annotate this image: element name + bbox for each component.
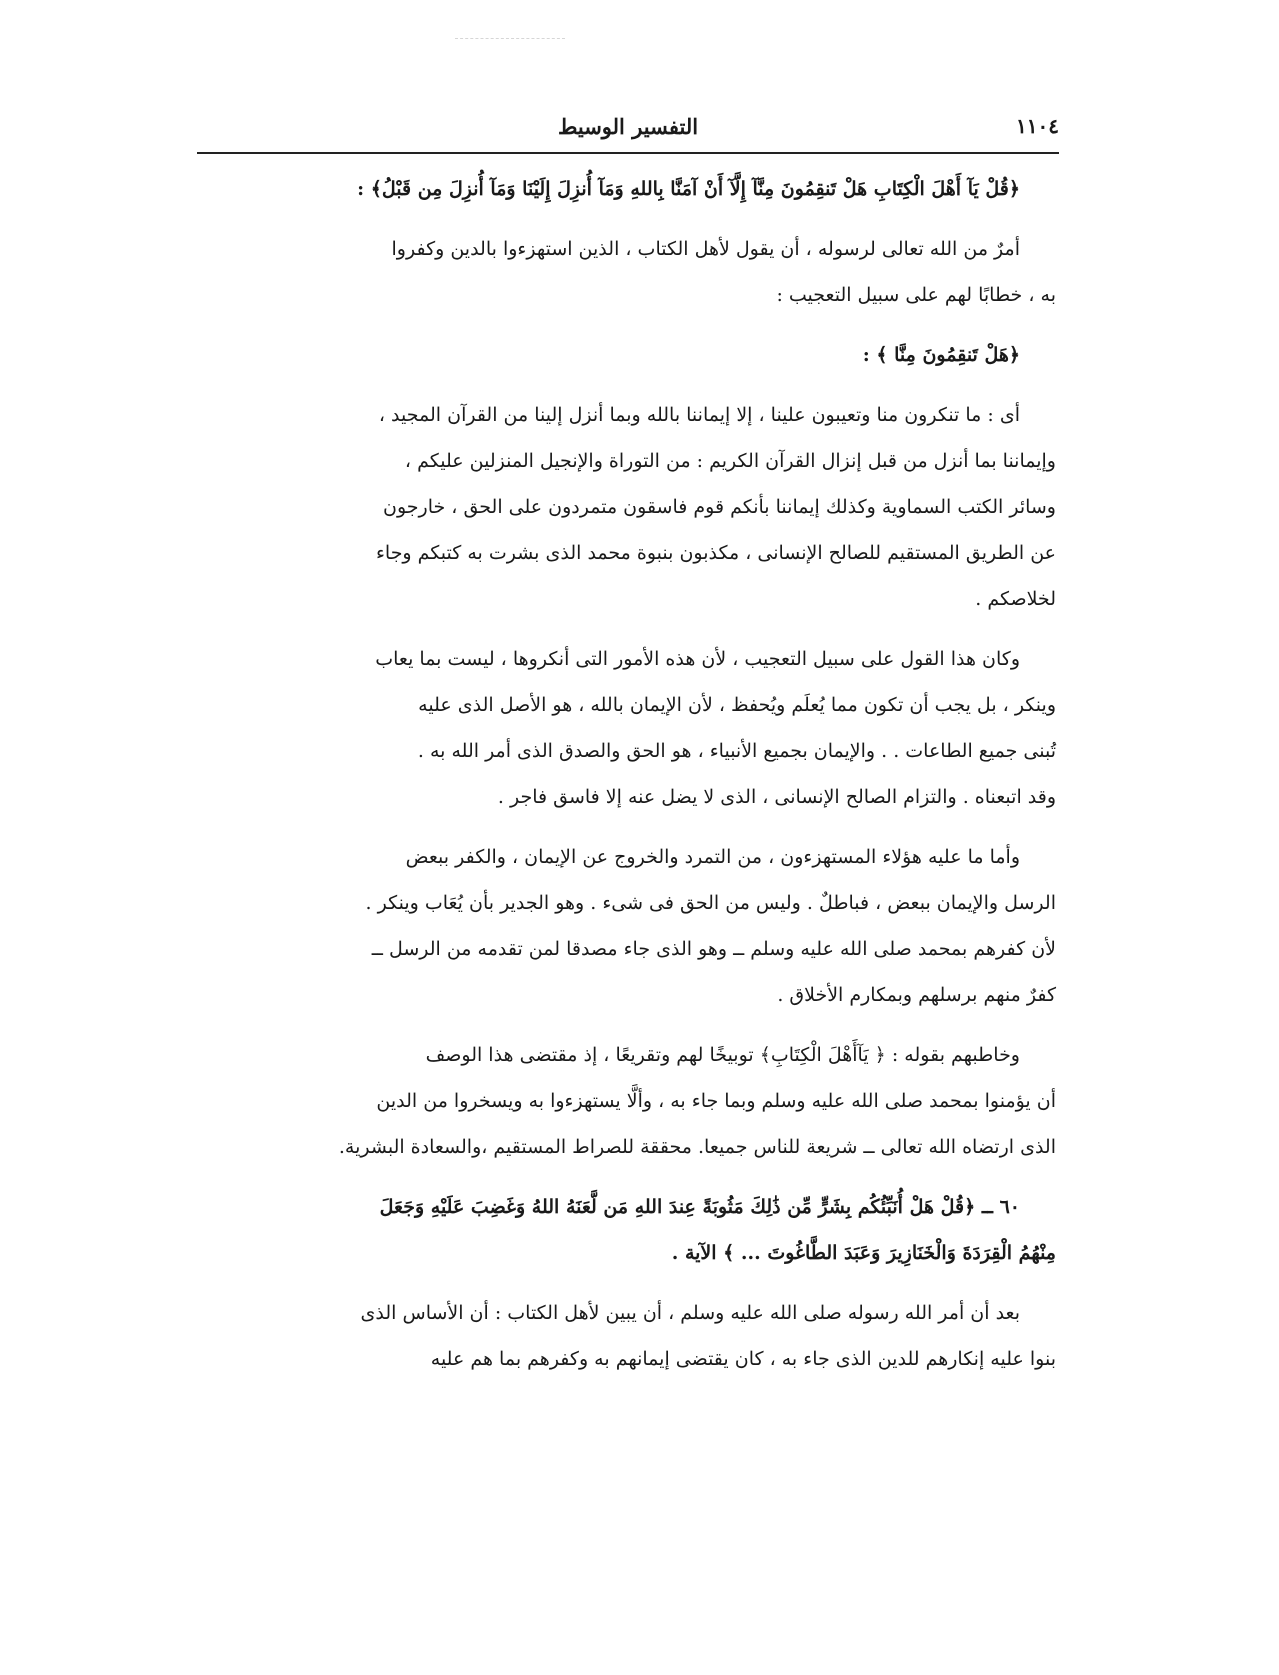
text-line: وينكر ، بل يجب أن تكون مما يُعلَم ويُحفظ ، لأن الإيمان بالله ، هو الأصل الذى عليه: [418, 694, 1056, 716]
page-header: [197, 106, 1059, 148]
text-line: وخاطبهم بقوله : ﴿ يَآأَهْلَ الْكِتَابِ﴾ توبيخًا لهم وتقريعًا ، إذ مقتضى هذا الوصف: [425, 1044, 1020, 1066]
text-line: تُبنى جميع الطاعات . . والإيمان بجميع الأنبياء ، هو الحق والصدق الذى أمر الله به .: [417, 740, 1056, 762]
text-line: الذى ارتضاه الله تعالى ــ شريعة للناس جميعا. محققة للصراط المستقيم ،والسعادة البشرية.: [338, 1136, 1056, 1158]
text-line: بعد أن أمر الله رسوله صلى الله عليه وسلم ، أن يبين لأهل الكتاب : أن الأساس الذى: [360, 1302, 1020, 1324]
paragraph: [200, 636, 1056, 820]
text-line: ٦٠ ــ ﴿قُلْ هَلْ أُنَبِّئُكُم بِشَرٍّ مِّن ذَٰلِكَ مَثُوبَةً عِندَ اللهِ مَن لَّعَنَهُ اللهُ وَغَضِبَ عَلَيْهِ وَجَعَلَ: [379, 1196, 1020, 1218]
text-line: أمرٌ من الله تعالى لرسوله ، أن يقول لأهل الكتاب ، الذين استهزءوا بالدين وكفروا: [391, 238, 1020, 260]
text-line: بنوا عليه إنكارهم للدين الذى جاء به ، كان يقتضى إيمانهم به وكفرهم بما هم عليه: [430, 1348, 1056, 1370]
text-line: وسائر الكتب السماوية وكذلك إيماننا بأنكم قوم فاسقون متمردون على الحق ، خارجون: [383, 496, 1056, 518]
scan-artifact: [455, 38, 565, 39]
running-title: التفسير الوسيط: [557, 114, 699, 139]
text-line: وكان هذا القول على سبيل التعجيب ، لأن هذه الأمور التى أنكروها ، ليست بما يعاب: [375, 648, 1020, 670]
quran-verse: ﴿قُلْ يَآ أَهْلَ الْكِتَابِ هَلْ تَنقِمُونَ مِنَّآ إِلَّآ أَنْ آمَنَّا بِاللهِ وَمَآ أُنزِلَ إِلَيْنَا وَمَآ أُنزِلَ مِن قَبْلُ﴾ :: [357, 178, 1020, 200]
verse-block: [200, 1184, 1056, 1276]
text-line: الرسل والإيمان ببعض ، فباطلٌ . وليس من الحق فى شىء . وهو الجدير بأن يُعَاب وينكر .: [365, 892, 1056, 914]
text-line: مِنْهُمُ الْقِرَدَةَ وَالْخَنَازِيرَ وَعَبَدَ الطَّاغُوتَ ... ﴾ الآية .: [671, 1242, 1056, 1264]
paragraph: [200, 834, 1056, 1018]
text-line: أن يؤمنوا بمحمد صلى الله عليه وسلم وبما جاء به ، وألَّا يستهزءوا به ويسخروا من الدين: [376, 1090, 1056, 1112]
text-line: وقد اتبعناه . والتزام الصالح الإنسانى ، الذى لا يضل عنه إلا فاسق فاجر .: [497, 786, 1056, 808]
text-line: لخلاصكم .: [975, 588, 1056, 610]
text-line: كفرٌ منهم برسلهم وبمكارم الأخلاق .: [777, 984, 1056, 1006]
text-line: عن الطريق المستقيم للصالح الإنسانى ، مكذبون بنبوة محمد الذى بشرت به كتبكم وجاء: [375, 542, 1056, 564]
page-body: [200, 166, 1056, 1396]
quran-verse: ﴿هَلْ تَنقِمُونَ مِنَّا ﴾ :: [862, 344, 1020, 366]
page-number: ١١٠٤: [1016, 114, 1059, 138]
paragraph: [200, 226, 1056, 318]
text-line: لأن كفرهم بمحمد صلى الله عليه وسلم ــ وهو الذى جاء مصدقا لمن تقدمه من الرسل ــ: [371, 938, 1056, 960]
paragraph: [200, 1032, 1056, 1170]
text-line: أى : ما تنكرون منا وتعيبون علينا ، إلا إيماننا بالله وبما أنزل إلينا من القرآن المجيد ،: [378, 404, 1020, 426]
text-line: وإيماننا بما أنزل من قبل إنزال القرآن الكريم : من التوراة والإنجيل المنزلين عليكم ،: [404, 450, 1056, 472]
paragraph: [200, 392, 1056, 622]
paragraph: [200, 1290, 1056, 1382]
text-line: به ، خطابًا لهم على سبيل التعجيب :: [776, 284, 1056, 306]
text-line: وأما ما عليه هؤلاء المستهزءون ، من التمرد والخروج عن الإيمان ، والكفر ببعض: [405, 846, 1020, 868]
header-rule: [197, 152, 1059, 154]
